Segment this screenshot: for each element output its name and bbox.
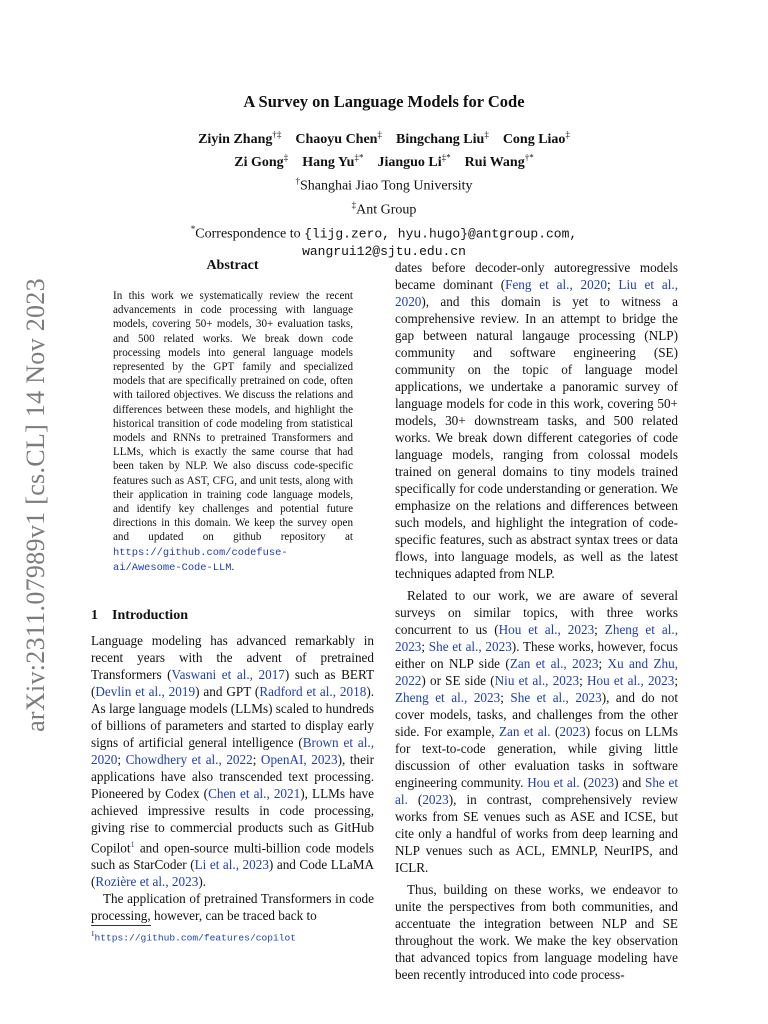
correspondence: *Correspondence to {lijg.zero, hyu.hugo}@antgroup.com, <box>190 223 578 242</box>
footnote-rule <box>91 925 151 926</box>
text-run: ). These works, however, focus either on NLP side ( <box>395 639 678 671</box>
correspondence-email-sjtu[interactable]: wangrui12@sjtu.edu.cn <box>302 244 466 260</box>
authors-row-1 <box>0 125 768 149</box>
author-name: Cong Liao‡ <box>502 129 570 147</box>
footnote: $^1$https://github.com/features/copilot <box>91 930 297 944</box>
text-run: ; <box>579 673 587 688</box>
text-run: ) and GPT ( <box>195 684 260 699</box>
citation-link[interactable]: Brown et al., 2020 <box>91 735 374 767</box>
citation-link[interactable]: She et al., 2023 <box>510 690 602 705</box>
author-name: Bingchang Liu‡ <box>395 129 489 147</box>
arxiv-stamp <box>18 245 54 765</box>
text-run: ; <box>594 622 605 637</box>
text-run: ). As large language models (LLMs) scaled to hundreds of billions of parameters and started to display early signs of artificial general intelligence ( <box>91 684 375 750</box>
citation-link[interactable]: Rozière et al., 2023 <box>95 874 199 890</box>
paper-title: A Survey on Language Models for Code <box>243 92 525 111</box>
text-run: ( <box>407 792 423 807</box>
text-run: ( <box>579 775 588 790</box>
citation-link[interactable]: Radford et al., 2018 <box>259 684 367 699</box>
author-name: Zi Gong‡ <box>234 152 289 171</box>
author-name: Jianguo Li‡* <box>377 152 451 171</box>
introduction-left-column <box>91 632 374 924</box>
text-run: ), in contrast, comprehensively review works from SE venues such as ASE and ICSE, but cite only a handful of works from deep learning and NLP venues such as ACL, EMNLP, NeurIPS, and ICLR. <box>395 792 678 875</box>
text-run: ), their applications have also transcended text processing. Pioneered by Codex ( <box>91 752 374 801</box>
citation-link[interactable]: Vaswani et al., 2017 <box>171 667 285 682</box>
text-run: ; <box>117 752 126 767</box>
text-run: ; <box>606 277 619 292</box>
abstract-body: In this work we systematically review the recent advancements in code processing with language models, covering 50+ models, 30+ evaluation tasks, and 500 related works. We break down code processing models into general language models represented by the GPT family and specialized models that are specifically pretrained on code, often with tailored objectives. We discuss the relations and differences between these models, and highlight the historical transition of code modeling from statistical models and RNNs to pretrained Transformers and LLMs, which is exactly the same course that had been taken by NLP. We also discuss code-specific features such as AST, CFG, and unit tests, along with their application in training code language models, and identify key challenges and potential future directions in this domain. We keep the survey open and updated on github repository at https://github.com/codefuse-ai/Awesome-Code-LLM. <box>113 290 353 574</box>
affiliation-mark: ‡ <box>283 152 289 163</box>
author-name: Hang Yu‡* <box>302 152 364 171</box>
citation-link[interactable]: Zheng et al., 2023 <box>395 622 679 654</box>
affiliation-mark: ‡* <box>354 152 364 163</box>
affiliation-mark: †‡ <box>272 129 282 139</box>
intro-paragraph-4 <box>395 587 678 876</box>
text-run: ) and <box>614 775 645 790</box>
affiliation-mark: ‡ <box>377 129 382 139</box>
text-run: ; <box>674 673 678 688</box>
citation-link[interactable]: Chen et al., 2021 <box>208 786 301 801</box>
affiliation-mark: ‡ <box>484 129 489 139</box>
citation-link[interactable]: She et al. <box>395 775 679 807</box>
citation-link[interactable]: 2023 <box>559 724 586 739</box>
text-run: Related to our work, we are aware of several surveys on similar topics, with three works concurrent to us ( <box>395 588 678 637</box>
text-run: ; <box>500 690 511 705</box>
citation-link[interactable]: Zheng et al., 2023 <box>395 690 501 705</box>
text-run: ), and do not cover models, tasks, and challenges from the other side. For example, <box>395 690 678 739</box>
citation-link[interactable]: She et al., 2023 <box>428 639 512 654</box>
arxiv-identifier: arXiv:2311.07989v1 [cs.CL] 14 Nov 2023 <box>21 278 50 732</box>
text-run: ; <box>598 656 608 671</box>
repo-link[interactable]: https://github.com/codefuse-ai/Awesome-Code-LLM <box>113 546 288 574</box>
copilot-link[interactable]: https://github.com/features/copilot <box>94 932 297 944</box>
citation-link[interactable]: Devlin et al., 2019 <box>95 684 196 699</box>
section-heading: 1 Introduction <box>91 608 188 623</box>
affiliation-mark: †* <box>524 152 534 163</box>
author-name: Ziyin Zhang†‡ <box>198 129 282 147</box>
intro-paragraph-3 <box>395 259 678 582</box>
author-name: Rui Wang†* <box>464 152 534 171</box>
text-run: ). <box>198 874 207 890</box>
citation-link[interactable]: Zan et al., 2023 <box>509 656 599 671</box>
citation-link[interactable]: 2023 <box>587 775 615 790</box>
citation-link[interactable]: OpenAI, 2023 <box>260 752 338 767</box>
affiliation-mark: ‡* <box>441 152 451 163</box>
citation-link[interactable]: Chowdhery et al., 2022 <box>125 752 253 767</box>
affiliation-ant: ‡Ant Group <box>351 199 417 218</box>
text-run: and open-source multi-billion code models such as StarCoder ( <box>91 840 374 873</box>
author-name: Chaoyu Chen‡ <box>295 129 382 147</box>
citation-link[interactable]: Li et al., 2023 <box>194 857 269 873</box>
affiliation-mark: ‡ <box>565 129 570 139</box>
citation-link[interactable]: Hou et al. <box>527 775 580 790</box>
correspondence-emails[interactable]: {lijg.zero, hyu.hugo}@antgroup.com, <box>304 226 578 242</box>
citation-link[interactable]: Feng et al., 2020 <box>505 277 607 292</box>
citation-link[interactable]: 2023 <box>422 792 449 807</box>
text-run: ; <box>421 639 429 654</box>
citation-link[interactable]: Zan et al. <box>498 724 551 739</box>
citation-link[interactable]: Liu et al., 2020 <box>395 277 678 309</box>
citation-link[interactable]: Niu et al., 2023 <box>494 673 580 688</box>
text-run: ; <box>252 752 261 767</box>
intro-paragraph-1 <box>91 632 374 890</box>
text-run: ), LLMs have achieved impressive results in code processing, giving rise to commercial products such as GitHub Copilot <box>91 786 374 856</box>
abstract-heading: Abstract <box>206 258 259 273</box>
intro-paragraph-5: Thus, building on these works, we endeavor to unite the perspectives from both communities, and accentuate the integration between NLP and SE throughout the work. We make the key observation that advanced topics from language modeling have been recently introduced into code process- <box>395 882 678 982</box>
intro-paragraph-2: The application of pretrained Transformers in code processing, however, can be traced back to <box>91 891 374 924</box>
text-run: ( <box>550 724 560 739</box>
text-run: ) or SE side ( <box>421 673 495 688</box>
text-run: Language modeling has advanced remarkably in recent years with the advent of pretrained Transformers ( <box>91 633 374 682</box>
introduction-right-column <box>395 259 678 983</box>
authors-row-2 <box>0 149 768 173</box>
text-run: dates before decoder-only autoregressive models became dominant ( <box>395 260 678 292</box>
citation-link[interactable]: Xu and Zhu, 2022 <box>395 656 679 688</box>
footnote-ref[interactable]: 1 <box>130 840 135 849</box>
text-run: ) such as BERT ( <box>91 667 375 699</box>
author-block <box>0 125 768 261</box>
text-run: ) and Code LLaMA ( <box>91 857 374 890</box>
text-run: ) focus on LLMs for text-to-code generation, while giving little discussion of other evaluation tasks in software engineering community. <box>395 724 678 790</box>
citation-link[interactable]: Hou et al., 2023 <box>498 622 595 637</box>
affiliation-sjtu: †Shanghai Jiao Tong University <box>295 176 473 194</box>
text-run: ), and this domain is yet to witness a comprehensive review. In an attempt to bridge the gap between natural langauge processing (NLP) community and software engineering (SE) community on the topic of language model applications, we undertake a panoramic survey of language models for code in this work, covering 50+ models, 30+ downstream tasks, and 500 related works. We break down different categories of code language models, ranging from colossal models trained on general domains to tiny models trained specifically for code understanding or generation. We emphasize on the relations and differences between such models, and highlight the integration of code-specific features, such as abstract syntax trees or data flows, into language models, as well as the latest techniques adapted from NLP. <box>395 294 678 581</box>
citation-link[interactable]: Hou et al., 2023 <box>586 673 675 688</box>
